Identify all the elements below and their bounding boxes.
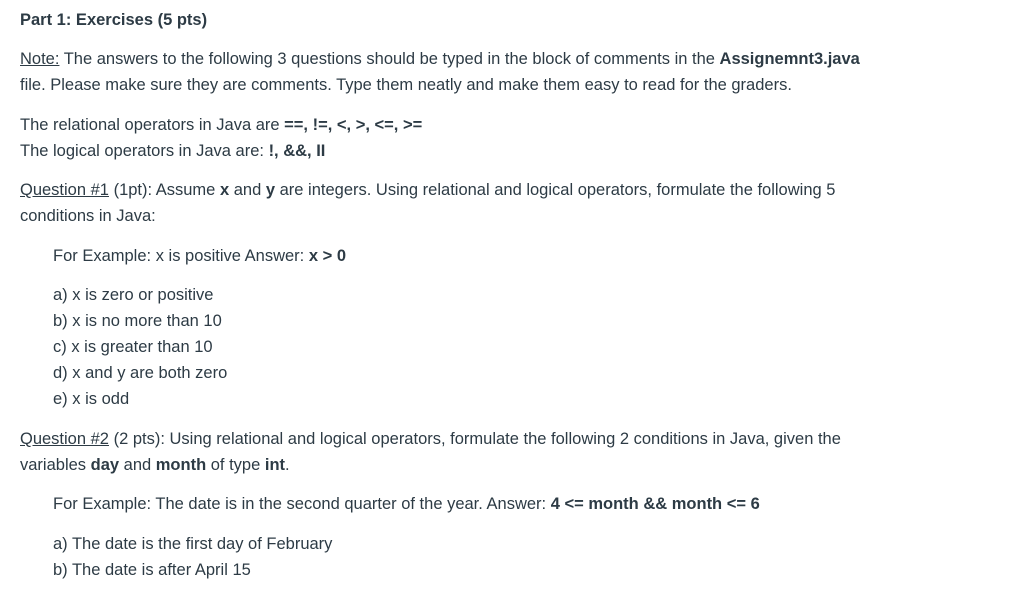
note-line-1 (20, 46, 860, 72)
relational-operators-line (20, 112, 422, 138)
question-1-example (53, 243, 346, 269)
example-text: For Example: x is positive Answer: (53, 247, 309, 265)
question-1-label: Question #1 (20, 181, 109, 199)
logical-text: The logical operators in Java are: (20, 142, 269, 160)
type-int: int (264, 456, 286, 474)
list-item: b) The date is after April 15 (53, 561, 251, 579)
question-2-and: and (119, 456, 156, 474)
question-2-text-c: of type (206, 456, 265, 474)
note-label: Note: (20, 50, 60, 68)
relational-text: The relational operators in Java are (20, 116, 285, 134)
var-month: month (155, 456, 207, 474)
note-filename: Assignemnt3.java (719, 50, 860, 68)
logical-operators-line (20, 138, 325, 164)
question-1-text-a: (1pt): Assume (108, 181, 220, 199)
question-2-label: Question #2 (20, 430, 109, 448)
question-2-example (53, 491, 760, 517)
var-y: y (265, 181, 276, 199)
question-2-line-1 (20, 426, 841, 452)
list-item: e) x is odd (53, 390, 130, 408)
part-heading: Part 1: Exercises (5 pts) (20, 11, 208, 29)
question-1-line-2: conditions in Java: (20, 207, 156, 225)
question-1-text-b: are integers. Using relational and logical operators, formulate the following 5 (275, 181, 836, 199)
note-line-2: file. Please make sure they are comments. Type them neatly and make them easy to read for the graders. (20, 76, 792, 94)
list-item: a) x is zero or positive (53, 286, 214, 304)
var-day: day (90, 456, 120, 474)
note-text-1: The answers to the following 3 questions should be typed in the block of comments in the (59, 50, 720, 68)
var-x: x (219, 181, 230, 199)
question-2-line-2 (20, 452, 290, 478)
example-text: For Example: The date is in the second quarter of the year. Answer: (53, 495, 551, 513)
period: . (285, 456, 290, 474)
list-item: b) x is no more than 10 (53, 312, 222, 330)
question-2-text-a: (2 pts): Using relational and logical operators, formulate the following 2 conditions in Java, given the (108, 430, 841, 448)
question-1-line-1 (20, 177, 835, 203)
list-item: a) The date is the first day of February (53, 535, 333, 553)
question-1-and: and (229, 181, 266, 199)
relational-ops: ==, !=, <, >, <=, >= (284, 116, 423, 134)
question-2-text-b: variables (20, 456, 91, 474)
list-item: d) x and y are both zero (53, 364, 228, 382)
example-answer: 4 <= month && month <= 6 (550, 495, 760, 513)
logical-ops: !, &&, II (268, 142, 326, 160)
example-answer: x > 0 (308, 247, 347, 265)
list-item: c) x is greater than 10 (53, 338, 213, 356)
